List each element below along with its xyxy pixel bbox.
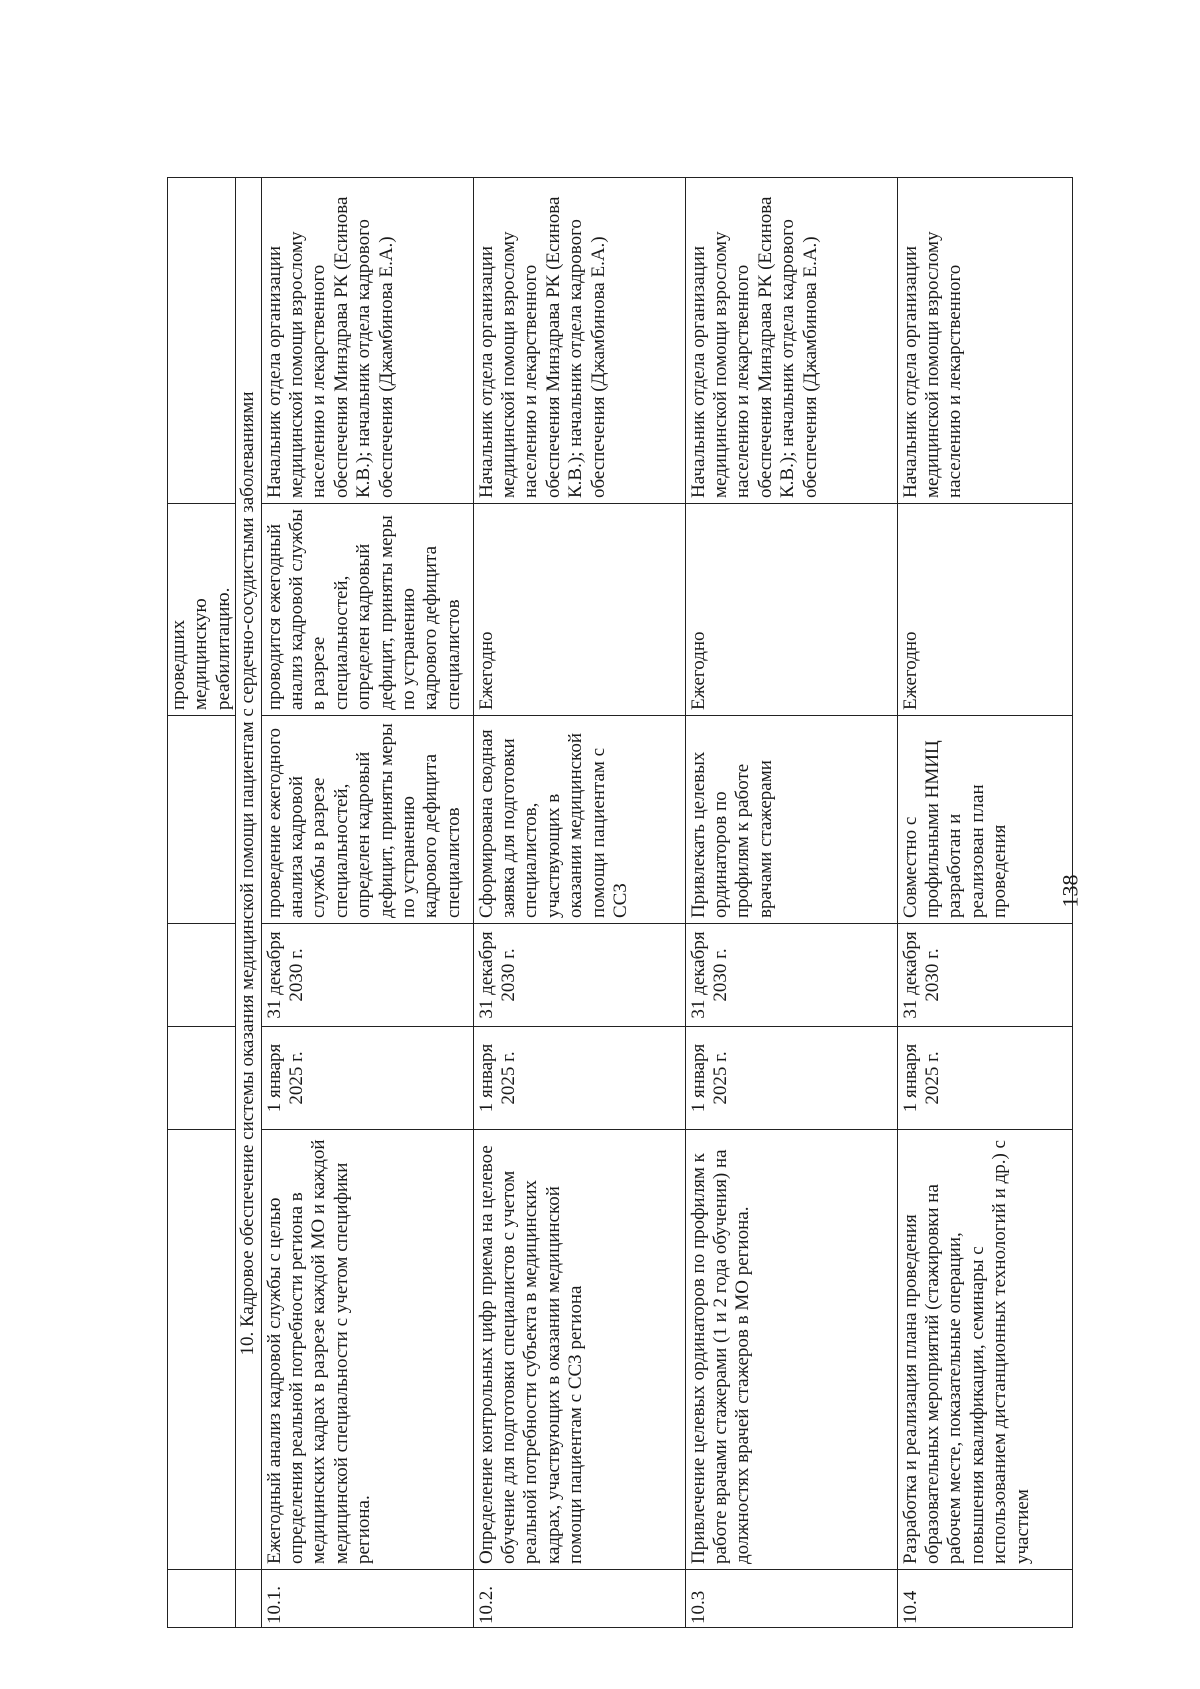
start-date-cell: 1 января 2025 г. <box>473 1027 685 1130</box>
start-date-cell: 1 января 2025 г. <box>897 1027 1072 1130</box>
expected-result-cell: Привлекать целевых ординаторов по профилям к работе врачами стажерами <box>685 716 897 924</box>
section-row <box>236 178 261 1628</box>
activity-cell: Привлечение целевых ординаторов по профилям к работе врачами стажерами (1 и 2 года обучения) на должностях врачей стажеров в МО региона. <box>685 1130 897 1570</box>
indicator-cell: Ежегодно <box>473 504 685 716</box>
responsible-cell: Начальник отдела организации медицинской помощи взрослому населению и лекарственного обеспечения Минздрава РК (Есинова К.В.); начальник отдела кадрового обеспечения (Джамбинова Е.А.) <box>685 178 897 504</box>
page-number: 138 <box>1057 874 1083 908</box>
row-number: 10.2. <box>473 1570 685 1628</box>
activity-cell: Определение контрольных цифр приема на целевое обучение для подготовки специалистов с учетом реальной потребности субъекта в медицинских кадрах, участвующих в оказании медицинской помощи пациентам с ССЗ региона <box>473 1130 685 1570</box>
rotated-page <box>167 178 1047 1628</box>
activity-cell: Ежегодный анализ кадровой службы с целью определения реальной потребности региона в медицинских кадрах в разрезе каждой МО и каждой медицинской специальности с учетом специфики региона. <box>261 1130 473 1570</box>
responsible-cell: Начальник отдела организации медицинской помощи взрослому населению и лекарственного обеспечения Минздрава РК (Есинова К.В.); начальник отдела кадрового обеспечения (Джамбинова Е.А.) <box>261 178 473 504</box>
activity-cell: Разработка и реализация плана проведения образовательных мероприятий (стажировки на рабочем месте, показательные операции, повышения квалификации, семинары с использованием дистанционных технологий и др.) с участием <box>897 1130 1072 1570</box>
row-number: 10.1. <box>261 1570 473 1628</box>
end-date-cell: 31 декабря 2030 г. <box>685 924 897 1027</box>
row-number: 10.3 <box>685 1570 897 1628</box>
start-date-cell: 1 января 2025 г. <box>685 1027 897 1130</box>
section-title: 10. Кадровое обеспечение системы оказания медицинской помощи пациентам с сердечно-сосудистыми заболеваниями <box>236 178 261 1570</box>
indicator-cell: проводится ежегодный анализ кадровой службы в разрезе специальностей, определен кадровый дефицит, приняты меры по устранению кадрового дефицита специалистов <box>261 504 473 716</box>
continuation-row <box>168 178 236 1628</box>
end-date-cell: 31 декабря 2030 г. <box>261 924 473 1027</box>
table-row <box>897 178 1072 1628</box>
table-row <box>473 178 685 1628</box>
expected-result-cell: проведение ежегодного анализа кадровой службы в разрезе специальностей, определен кадровый дефицит, приняты меры по устранению кадрового дефицита специалистов <box>261 716 473 924</box>
plan-table <box>167 177 1073 1628</box>
table-row <box>261 178 473 1628</box>
expected-result-cell: Совместно с профильными НМИЦ разработан и реализован план проведения <box>897 716 1072 924</box>
table-row <box>685 178 897 1628</box>
indicator-cell: Ежегодно <box>897 504 1072 716</box>
start-date-cell: 1 января 2025 г. <box>261 1027 473 1130</box>
continuation-text: проведших медицинскую реабилитацию. <box>168 504 236 716</box>
responsible-cell: Начальник отдела организации медицинской помощи взрослому населению и лекарственного <box>897 178 1072 504</box>
indicator-cell: Ежегодно <box>685 504 897 716</box>
row-number: 10.4 <box>897 1570 1072 1628</box>
expected-result-cell: Сформирована сводная заявка для подготовки специалистов, участвующих в оказании медицинской помощи пациентам с ССЗ <box>473 716 685 924</box>
end-date-cell: 31 декабря 2030 г. <box>473 924 685 1027</box>
end-date-cell: 31 декабря 2030 г. <box>897 924 1072 1027</box>
responsible-cell: Начальник отдела организации медицинской помощи взрослому населению и лекарственного обеспечения Минздрава РК (Есинова К.В.); начальник отдела кадрового обеспечения (Джамбинова Е.А.) <box>473 178 685 504</box>
